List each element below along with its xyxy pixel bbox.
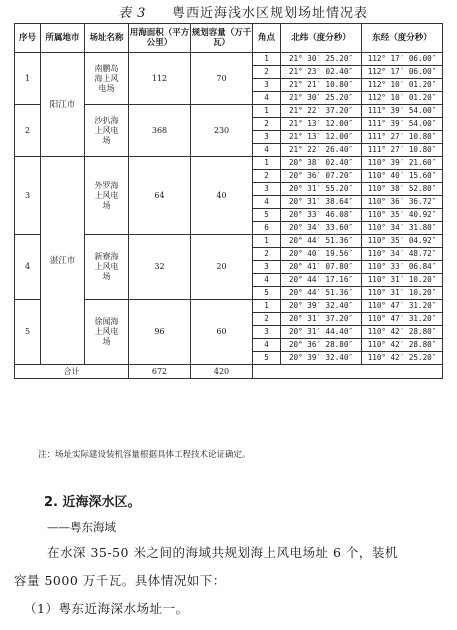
cell-capacity: 60 (191, 300, 253, 365)
cell-longitude: 110° 31′ 10.20″ (362, 287, 443, 300)
total-label: 合计 (15, 365, 129, 379)
cell-corner-point: 2 (253, 313, 281, 326)
cell-corner-point: 4 (253, 92, 281, 105)
cell-latitude: 20° 31′ 55.20″ (281, 183, 362, 196)
cell-corner-point: 1 (253, 53, 281, 66)
total-area: 672 (129, 365, 191, 379)
cell-capacity: 70 (191, 53, 253, 105)
cell-latitude: 21° 23′ 02.40″ (281, 66, 362, 79)
cell-latitude: 20° 31′ 37.20″ (281, 313, 362, 326)
cell-corner-point: 5 (253, 287, 281, 300)
cell-corner-point: 5 (253, 352, 281, 365)
cell-no: 3 (15, 157, 41, 235)
cell-longitude: 110° 42′ 28.80″ (362, 326, 443, 339)
header-area: 用海面积（平方公里） (129, 24, 191, 53)
cell-longitude: 110° 39′ 21.60″ (362, 157, 443, 170)
table-row (15, 157, 443, 170)
table-note: 注：场址实际建设装机容量根据具体工程技术论证确定。 (38, 450, 251, 460)
wind-farm-site-table (14, 23, 443, 379)
cell-longitude: 112° 10′ 01.20″ (362, 79, 443, 92)
cell-city: 阳江市 (41, 53, 85, 157)
body-paragraph-line-2: 容量 5000 万千瓦。具体情况如下： (14, 573, 226, 588)
cell-longitude: 110° 31′ 10.20″ (362, 274, 443, 287)
cell-longitude: 110° 42′ 28.80″ (362, 339, 443, 352)
cell-site-name: 外罗海上风电场 (85, 157, 129, 235)
cell-longitude: 110° 33′ 06.84″ (362, 261, 443, 274)
cell-corner-point: 3 (253, 79, 281, 92)
cell-longitude: 110° 35′ 40.92″ (362, 209, 443, 222)
cell-longitude: 110° 35′ 04.92″ (362, 235, 443, 248)
header-site: 场址名称 (85, 24, 129, 53)
cell-no: 5 (15, 300, 41, 365)
cell-longitude: 111° 39′ 54.00″ (362, 118, 443, 131)
cell-latitude: 21° 22′ 26.40″ (281, 144, 362, 157)
cell-latitude: 20° 44′ 51.36″ (281, 287, 362, 300)
cell-latitude: 20° 40′ 19.56″ (281, 248, 362, 261)
subsection-heading: ——粤东海域 (47, 520, 116, 534)
cell-latitude: 20° 44′ 51.36″ (281, 235, 362, 248)
total-capacity: 420 (191, 365, 253, 379)
cell-corner-point: 5 (253, 209, 281, 222)
cell-corner-point: 1 (253, 157, 281, 170)
cell-capacity: 20 (191, 235, 253, 300)
cell-corner-point: 3 (253, 326, 281, 339)
header-point: 角点 (253, 24, 281, 53)
cell-latitude: 21° 30′ 25.20″ (281, 92, 362, 105)
cell-longitude: 110° 40′ 15.60″ (362, 170, 443, 183)
cell-corner-point: 2 (253, 248, 281, 261)
cell-corner-point: 1 (253, 105, 281, 118)
cell-area: 112 (129, 53, 191, 105)
cell-longitude: 111° 39′ 54.00″ (362, 105, 443, 118)
cell-latitude: 20° 36′ 28.80″ (281, 339, 362, 352)
cell-longitude: 112° 10′ 01.20″ (362, 92, 443, 105)
cell-latitude: 20° 39′ 32.40″ (281, 352, 362, 365)
cell-longitude: 110° 34′ 31.80″ (362, 222, 443, 235)
cell-site-name: 南鹏岛海上风电场 (85, 53, 129, 105)
cell-latitude: 21° 30′ 25.20″ (281, 53, 362, 66)
cell-area: 96 (129, 300, 191, 365)
cell-longitude: 111° 27′ 10.80″ (362, 131, 443, 144)
cell-site-name: 沙扒海上风电场 (85, 105, 129, 157)
header-lat: 北纬（度分秒） (281, 24, 362, 53)
section-heading: 2. 近海深水区。 (44, 495, 141, 510)
table-header-row (15, 24, 443, 53)
cell-corner-point: 2 (253, 66, 281, 79)
cell-corner-point: 6 (253, 222, 281, 235)
cell-corner-point: 4 (253, 274, 281, 287)
cell-latitude: 20° 33′ 46.08″ (281, 209, 362, 222)
cell-capacity: 230 (191, 105, 253, 157)
cell-corner-point: 3 (253, 261, 281, 274)
cell-latitude: 20° 38′ 02.40″ (281, 157, 362, 170)
cell-corner-point: 1 (253, 235, 281, 248)
header-capacity: 规划容量（万千瓦） (191, 24, 253, 53)
cell-corner-point: 3 (253, 131, 281, 144)
cell-site-name: 新寮海上风电场 (85, 235, 129, 300)
cell-corner-point: 4 (253, 144, 281, 157)
cell-corner-point: 1 (253, 300, 281, 313)
body-paragraph-line-3: （1）粤东近海深水场址一。 (24, 601, 189, 616)
cell-longitude: 110° 47′ 31.20″ (362, 300, 443, 313)
cell-no: 2 (15, 105, 41, 157)
cell-latitude: 21° 21′ 10.80″ (281, 79, 362, 92)
cell-latitude: 21° 13′ 12.00″ (281, 131, 362, 144)
cell-latitude: 20° 31′ 44.40″ (281, 326, 362, 339)
cell-longitude: 110° 42′ 25.20″ (362, 352, 443, 365)
total-empty (253, 365, 443, 379)
total-row (15, 365, 443, 379)
cell-longitude: 112° 17′ 06.00″ (362, 66, 443, 79)
header-no: 序号 (15, 24, 41, 53)
cell-longitude: 111° 27′ 10.80″ (362, 144, 443, 157)
cell-latitude: 20° 34′ 33.60″ (281, 222, 362, 235)
cell-area: 32 (129, 235, 191, 300)
cell-site-name: 徐闻海上风电场 (85, 300, 129, 365)
table-caption-text: 粤西近海浅水区规划场址情况表 (172, 6, 369, 21)
cell-longitude: 112° 17′ 06.00″ (362, 53, 443, 66)
cell-latitude: 20° 36′ 07.20″ (281, 170, 362, 183)
cell-corner-point: 4 (253, 196, 281, 209)
cell-no: 4 (15, 235, 41, 300)
cell-latitude: 20° 39′ 32.40″ (281, 300, 362, 313)
cell-city: 湛江市 (41, 157, 85, 365)
cell-longitude: 110° 38′ 52.80″ (362, 183, 443, 196)
cell-capacity: 40 (191, 157, 253, 235)
cell-latitude: 20° 41′ 07.80″ (281, 261, 362, 274)
cell-longitude: 110° 36′ 36.72″ (362, 196, 443, 209)
body-paragraph-line-1: 在水深 35-50 米之间的海域共规划海上风电场址 6 个，装机 (47, 545, 398, 560)
cell-latitude: 21° 13′ 12.00″ (281, 118, 362, 131)
header-lon: 东经（度分秒） (362, 24, 443, 53)
cell-corner-point: 2 (253, 170, 281, 183)
cell-longitude: 110° 34′ 48.72″ (362, 248, 443, 261)
cell-corner-point: 4 (253, 339, 281, 352)
cell-no: 1 (15, 53, 41, 105)
cell-corner-point: 3 (253, 183, 281, 196)
header-city: 所属地市 (41, 24, 85, 53)
cell-area: 368 (129, 105, 191, 157)
cell-latitude: 21° 22′ 37.20″ (281, 105, 362, 118)
cell-area: 64 (129, 157, 191, 235)
table-row (15, 53, 443, 66)
table-caption-label: 表 3 (118, 6, 147, 21)
cell-latitude: 20° 44′ 17.16″ (281, 274, 362, 287)
cell-longitude: 110° 47′ 31.20″ (362, 313, 443, 326)
cell-latitude: 20° 31′ 38.64″ (281, 196, 362, 209)
cell-corner-point: 2 (253, 118, 281, 131)
